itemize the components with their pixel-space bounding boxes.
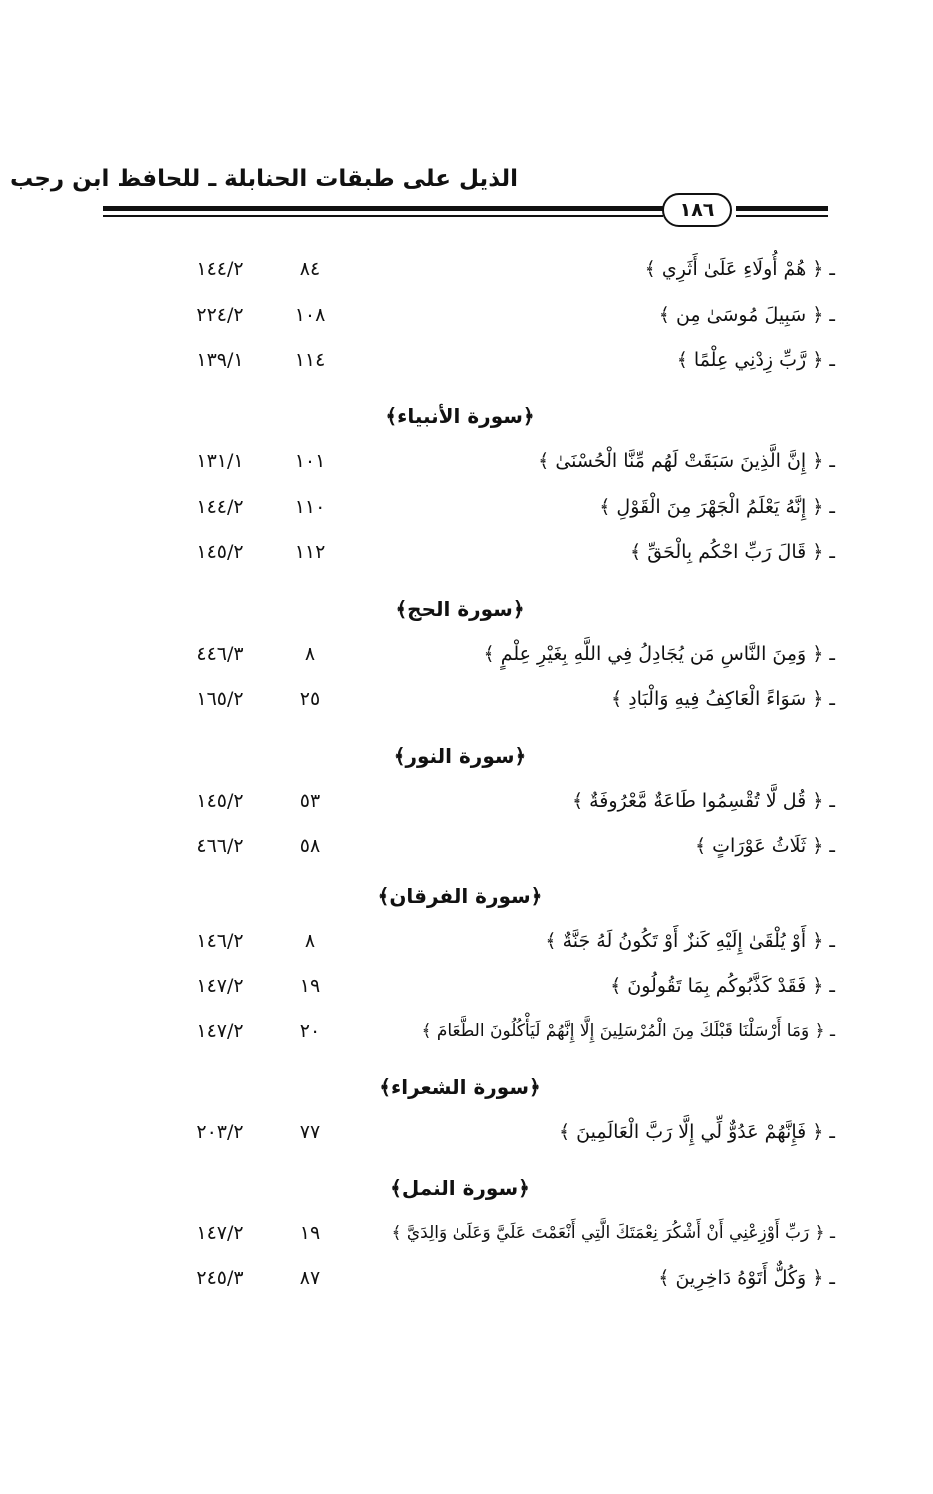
- verse-text: ـ ﴿ هُمْ أُولَاءِ عَلَىٰ أَثَرِي ﴾: [644, 258, 835, 280]
- index-row: [150, 1216, 835, 1250]
- surah-heading: ﴿سورة الفرقان﴾: [377, 884, 543, 908]
- volume-page-ref: ٢٠٣/٢: [196, 1121, 244, 1143]
- volume-page-ref: ١٤٦/٢: [196, 930, 244, 952]
- verse-text: ـ ﴿ فَإِنَّهُمْ عَدُوٌّ لِّي إِلَّا رَبَّ الْعَالَمِينَ ﴾: [559, 1121, 835, 1143]
- volume-page-ref: ٢٢٤/٢: [196, 304, 244, 326]
- index-row: [150, 1115, 835, 1149]
- verse-text: ـ ﴿ وَمَا أَرْسَلْنَا قَبْلَكَ مِنَ الْمُرْسَلِينَ إِلَّا إِنَّهُمْ لَيَأْكُلُونَ الطَّعَامَ ﴾: [421, 1021, 835, 1041]
- running-title: الذيل على طبقات الحنابلة ـ للحافظ ابن رجب: [9, 166, 518, 192]
- index-row: [150, 682, 835, 716]
- surah-heading: ﴿سورة الشعراء﴾: [379, 1075, 541, 1099]
- ayah-number: ١٠٨: [294, 304, 326, 326]
- verse-text: ـ ﴿ أَوْ يُلْقَىٰ إِلَيْهِ كَنزٌ أَوْ تَكُونُ لَهُ جَنَّةٌ ﴾: [545, 930, 835, 952]
- verse-text: ـ ﴿ رَّبِّ زِدْنِي عِلْمًا ﴾: [676, 349, 835, 371]
- ayah-number: ١١٤: [294, 349, 326, 371]
- index-row: [150, 924, 835, 958]
- verse-text: ـ ﴿ فَقَدْ كَذَّبُوكُم بِمَا تَقُولُونَ ﴾: [610, 975, 835, 997]
- volume-page-ref: ٢٤٥/٣: [196, 1267, 244, 1289]
- verse-text: ـ ﴿ رَبِّ أَوْزِعْنِي أَنْ أَشْكُرَ نِعْمَتَكَ الَّتِي أَنْعَمْتَ عَلَيَّ وَعَلَىٰ وَالِدَيَّ ﴾: [391, 1223, 835, 1243]
- ayah-number: ٧٧: [299, 1121, 321, 1143]
- verse-text: ـ ﴿ إِنَّهُ يَعْلَمُ الْجَهْرَ مِنَ الْقَوْلِ ﴾: [599, 496, 835, 518]
- volume-page-ref: ١٦٥/٢: [196, 688, 244, 710]
- surah-heading: ﴿سورة النور﴾: [393, 744, 527, 768]
- ayah-number: ٨٧: [299, 1267, 321, 1289]
- verse-text: ـ ﴿ قُل لَّا تُقْسِمُوا طَاعَةٌ مَّعْرُوفَةٌ ﴾: [571, 790, 835, 812]
- page-number: ١٨٦: [662, 193, 732, 227]
- verse-text: ـ ﴿ سَبِيلَ مُوسَىٰ مِن ﴾: [658, 304, 835, 326]
- index-row: [150, 784, 835, 818]
- index-row: [150, 535, 835, 569]
- index-row: [150, 444, 835, 478]
- index-row: [150, 490, 835, 524]
- volume-page-ref: ١٤٤/٢: [196, 258, 244, 280]
- index-row: [150, 298, 835, 332]
- ayah-number: ١١٢: [294, 541, 326, 563]
- verse-text: ـ ﴿ ثَلَاثُ عَوْرَاتٍ ﴾: [695, 835, 835, 857]
- verse-text: ـ ﴿ إِنَّ الَّذِينَ سَبَقَتْ لَهُم مِّنَّا الْحُسْنَىٰ ﴾: [538, 450, 835, 472]
- surah-heading: ﴿سورة الحج﴾: [395, 597, 525, 621]
- index-row: [150, 829, 835, 863]
- volume-page-ref: ١٣٩/١: [196, 349, 244, 371]
- volume-page-ref: ١٤٥/٢: [196, 541, 244, 563]
- surah-heading: ﴿سورة الأنبياء﴾: [385, 404, 535, 428]
- ayah-number: ١١٠: [294, 496, 326, 518]
- ayah-number: ١٠١: [294, 450, 326, 472]
- ayah-number: ٨٤: [299, 258, 321, 280]
- volume-page-ref: ١٣١/١: [196, 450, 244, 472]
- volume-page-ref: ١٤٧/٢: [196, 1222, 244, 1244]
- index-row: [150, 1261, 835, 1295]
- verse-text: ـ ﴿ قَالَ رَبِّ احْكُم بِالْحَقِّ ﴾: [630, 541, 835, 563]
- ayah-number: ٥٣: [299, 790, 321, 812]
- volume-page-ref: ٤٤٦/٣: [196, 643, 244, 665]
- volume-page-ref: ١٤٥/٢: [196, 790, 244, 812]
- ayah-number: ٥٨: [299, 835, 321, 857]
- ayah-number: ١٩: [299, 1222, 321, 1244]
- ayah-number: ٨: [304, 930, 316, 952]
- ayah-number: ٨: [304, 643, 316, 665]
- volume-page-ref: ١٤٧/٢: [196, 1020, 244, 1042]
- verse-text: ـ ﴿ وَمِنَ النَّاسِ مَن يُجَادِلُ فِي اللَّهِ بِغَيْرِ عِلْمٍ ﴾: [483, 643, 835, 665]
- ayah-number: ٢٥: [299, 688, 321, 710]
- ayah-number: ١٩: [299, 975, 321, 997]
- index-row: [150, 637, 835, 671]
- index-row: [150, 969, 835, 1003]
- surah-heading: ﴿سورة النمل﴾: [390, 1176, 530, 1200]
- index-row: [150, 1014, 835, 1048]
- volume-page-ref: ١٤٤/٢: [196, 496, 244, 518]
- verse-text: ـ ﴿ سَوَاءً الْعَاكِفُ فِيهِ وَالْبَادِ ﴾: [611, 688, 835, 710]
- index-row: [150, 252, 835, 286]
- volume-page-ref: ١٤٧/٢: [196, 975, 244, 997]
- ayah-number: ٢٠: [299, 1020, 321, 1042]
- index-row: [150, 343, 835, 377]
- volume-page-ref: ٤٦٦/٢: [196, 835, 244, 857]
- verse-text: ـ ﴿ وَكُلٌّ أَتَوْهُ دَاخِرِينَ ﴾: [658, 1267, 835, 1289]
